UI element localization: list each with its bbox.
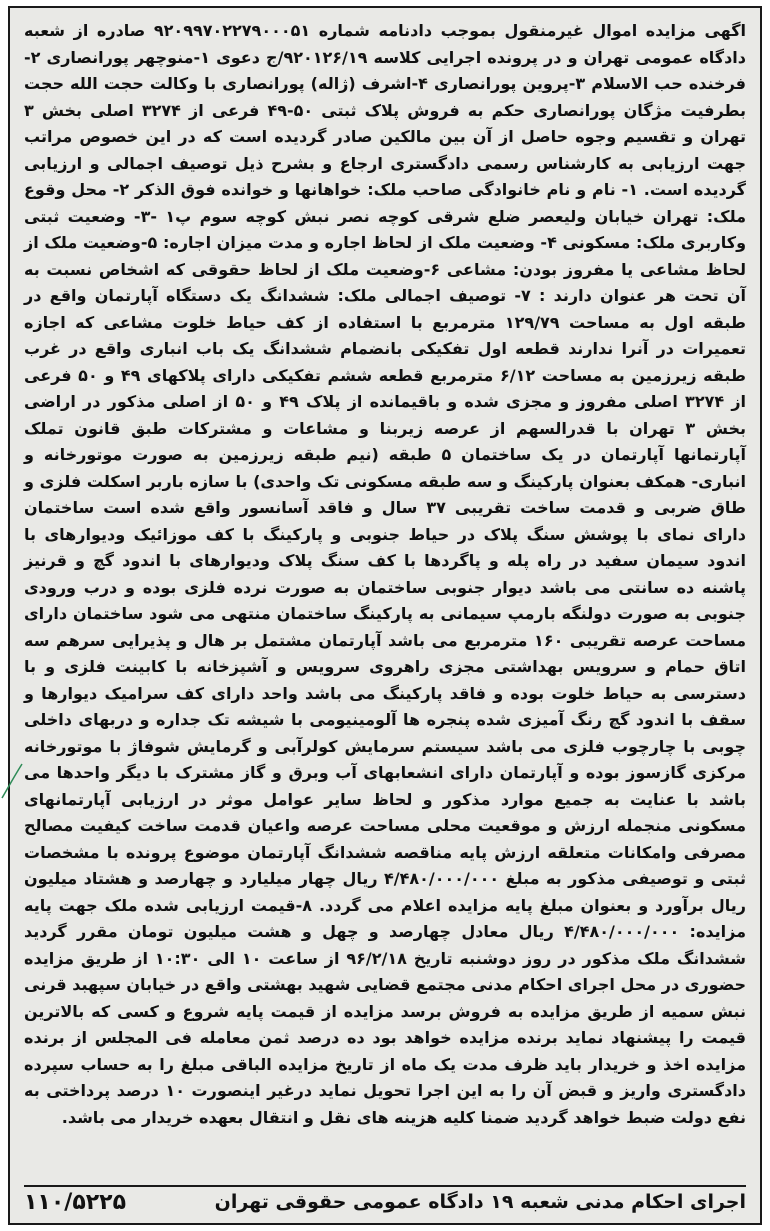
- notice-body: اگهی مزایده اموال غیرمنقول بموجب دادنامه شماره ۹۲۰۹۹۷۰۲۲۷۹۰۰۰۵۱ صادره از شعبه دادگاه عمومی تهران و در پرونده اجرایی کلاسه ۹۲۰۱۲۶/۱۹/ج دعوی ۱-منوچهر پورانصاری ۲-فرخنده حب الاسلام ۳-پروین پورانصاری ۴-اشرف (ژاله) پورانصاری با وکالت حجت الله حجت بطرفیت مژگان پورانصاری حکم به فروش پلاک ثبتی ۵۰-۴۹ فرعی از ۳۲۷۴ اصلی بخش ۳ تهران و تقسیم وجوه حاصل از آن بین مالکین صادر گردیده است که در این خصوص مراتب جهت ارزیابی به کارشناس رسمی دادگستری ارجاع و بشرح ذیل توصیف اجمالی و ارزیابی گردیده است. ۱- نام و نام خانوادگی صاحب ملک: خواهانها و خوانده فوق الذکر ۲- محل وقوع ملک: تهران خیابان ولیعصر ضلع شرقی کوچه نصر نبش کوچه سوم پ۱ -۳- وضعیت ثبتی وکاربری ملک: مسکونی ۴- وضعیت ملک از لحاظ اجاره و مدت میزان اجاره: ۵-وضعیت ملک از لحاظ مشاعی یا مفروز بودن: مشاعی ۶-وضعیت ملک از لحاظ حقوقی که اشخاص نسبت به آن تحت هر عنوان دارند : ۷- توصیف اجمالی ملک: ششدانگ یک دستگاه آپارتمان واقع در طبقه اول به مساحت ۱۲۹/۷۹ مترمربع با استفاده از کف حیاط خلوت مشاعی که اجازه تعمیرات در آنرا ندارند قطعه اول تفکیکی بانضمام ششدانگ یک باب انباری واقع در غرب طبقه زیرزمین به مساحت ۶/۱۲ مترمربع قطعه ششم تفکیکی دارای پلاکهای ۴۹ و ۵۰ فرعی از ۳۲۷۴ اصلی مفروز و مجزی شده و باقیمانده از پلاک ۴۹ و ۵۰ از اصلی مذکور در اراضی بخش ۳ تهران با قدرالسهم از عرصه زیربنا و مشاعات و مشترکات طبق قانون تملک آپارتمانها آپارتمان در یک ساختمان ۵ طبقه (نیم طبقه زیرزمین به صورت موتورخانه و انباری- همکف بعنوان پارکینگ و سه طبقه مسکونی تک واحدی) با سازه باربر اسکلت فلزی و طاق ضربی و قدمت ساخت تقریبی ۳۷ سال و فاقد آسانسور واقع شده است ساختمان دارای نمای با پوشش سنگ پلاک در حیاط جنوبی و پارکینگ با کف موزائیک ودیوارهای با اندود سیمان سفید در راه پله و پاگردها با کف سنگ پلاک ودیوارهای با اندود گچ و قرنیز پاشنه ده سانتی می باشد دیوار جنوبی ساختمان به صورت نرده فلزی بوده و درب ورودی جنوبی به صورت دولنگه بارمپ سیمانی به پارکینگ ساختمان منتهی می شود ساختمان دارای مساحت عرصه تقریبی ۱۶۰ مترمربع می باشد آپارتمان مشتمل بر هال و پذیرایی سرهم سه اتاق حمام و سرویس بهداشتی مجزی راهروی سرویس و آشپزخانه با کابینت فلزی و با دسترسی به حیاط خلوت بوده و فاقد پارکینگ می باشد واحد دارای کف سرامیک دیوارها و سقف با اندود گچ رنگ آمیزی شده پنجره ها آلومینیومی با شیشه تک جداره و دربهای داخلی چوبی با چارچوب فلزی می باشد سیستم سرمایش کولرآبی و گرمایش شوفاژ با موتورخانه مرکزی گازسوز بوده و آپارتمان دارای انشعابهای آب وبرق و گاز مشترک با دیگر واحدها می باشد با عنایت به جمیع موارد مذکور و لحاظ سایر عوامل موثر در ارزیابی آپارتمانهای مسکونی منجمله ارزش و موقعیت محلی مساحت عرصه واعیان قدمت ساخت کیفیت مصالح مصرفی وامکانات متعلقه ارزش پایه مناقصه ششدانگ آپارتمان موضوع پرونده با مشخصات ثبتی و توصیفی مذکور به مبلغ ۴/۴۸۰/۰۰۰/۰۰۰ ریال چهار میلیارد و چهارصد و هشتاد میلیون ریال برآورد و بعنوان مبلغ پایه مزایده اعلام می گردد. ۸-قیمت ارزیابی شده ملک جهت پایه مزایده: ۴/۴۸۰/۰۰۰/۰۰۰ ریال معادل چهارصد و چهل و هشت میلیون تومان مقرر گردید ششدانگ ملک مذکور در روز دوشنبه تاریخ ۹۶/۲/۱۸ از ساعت ۱۰ الی ۱۰:۳۰ از طریق مزایده حضوری در محل اجرای احکام مدنی مجتمع قضایی شهید بهشتی واقع در خیابان سپهبد قرنی نبش سمیه از طریق مزایده به فروش برسد مزایده از قیمت پایه شروع و کسی که بالاترین قیمت را پیشنهاد نماید برنده مزایده خواهد بود ده درصد ثمن معامله فی المجلس از برنده مزایده اخذ و خریدار باید ظرف مدت یک ماه از تاریخ مزایده الباقی مبلغ را به حساب سپرده دادگستری واریز و قبض آن را به این اجرا تحویل نماید درغیر اینصورت ۱۰ درصد پرداختی به نفع دولت ضبط خواهد گردید ضمنا کلیه هزینه های نقل و انتقال بعهده خریدار می باشد.: [24, 21, 747, 1127]
- pen-mark-icon: [0, 760, 30, 800]
- notice-footer: [24, 1185, 746, 1217]
- notice-code: ۱۱۰/۵۲۲۵: [24, 1189, 127, 1215]
- auction-notice: [8, 6, 762, 1225]
- issuer-label: اجرای احکام مدنی شعبه ۱۹ دادگاه عمومی حقوقی تهران: [214, 1191, 746, 1213]
